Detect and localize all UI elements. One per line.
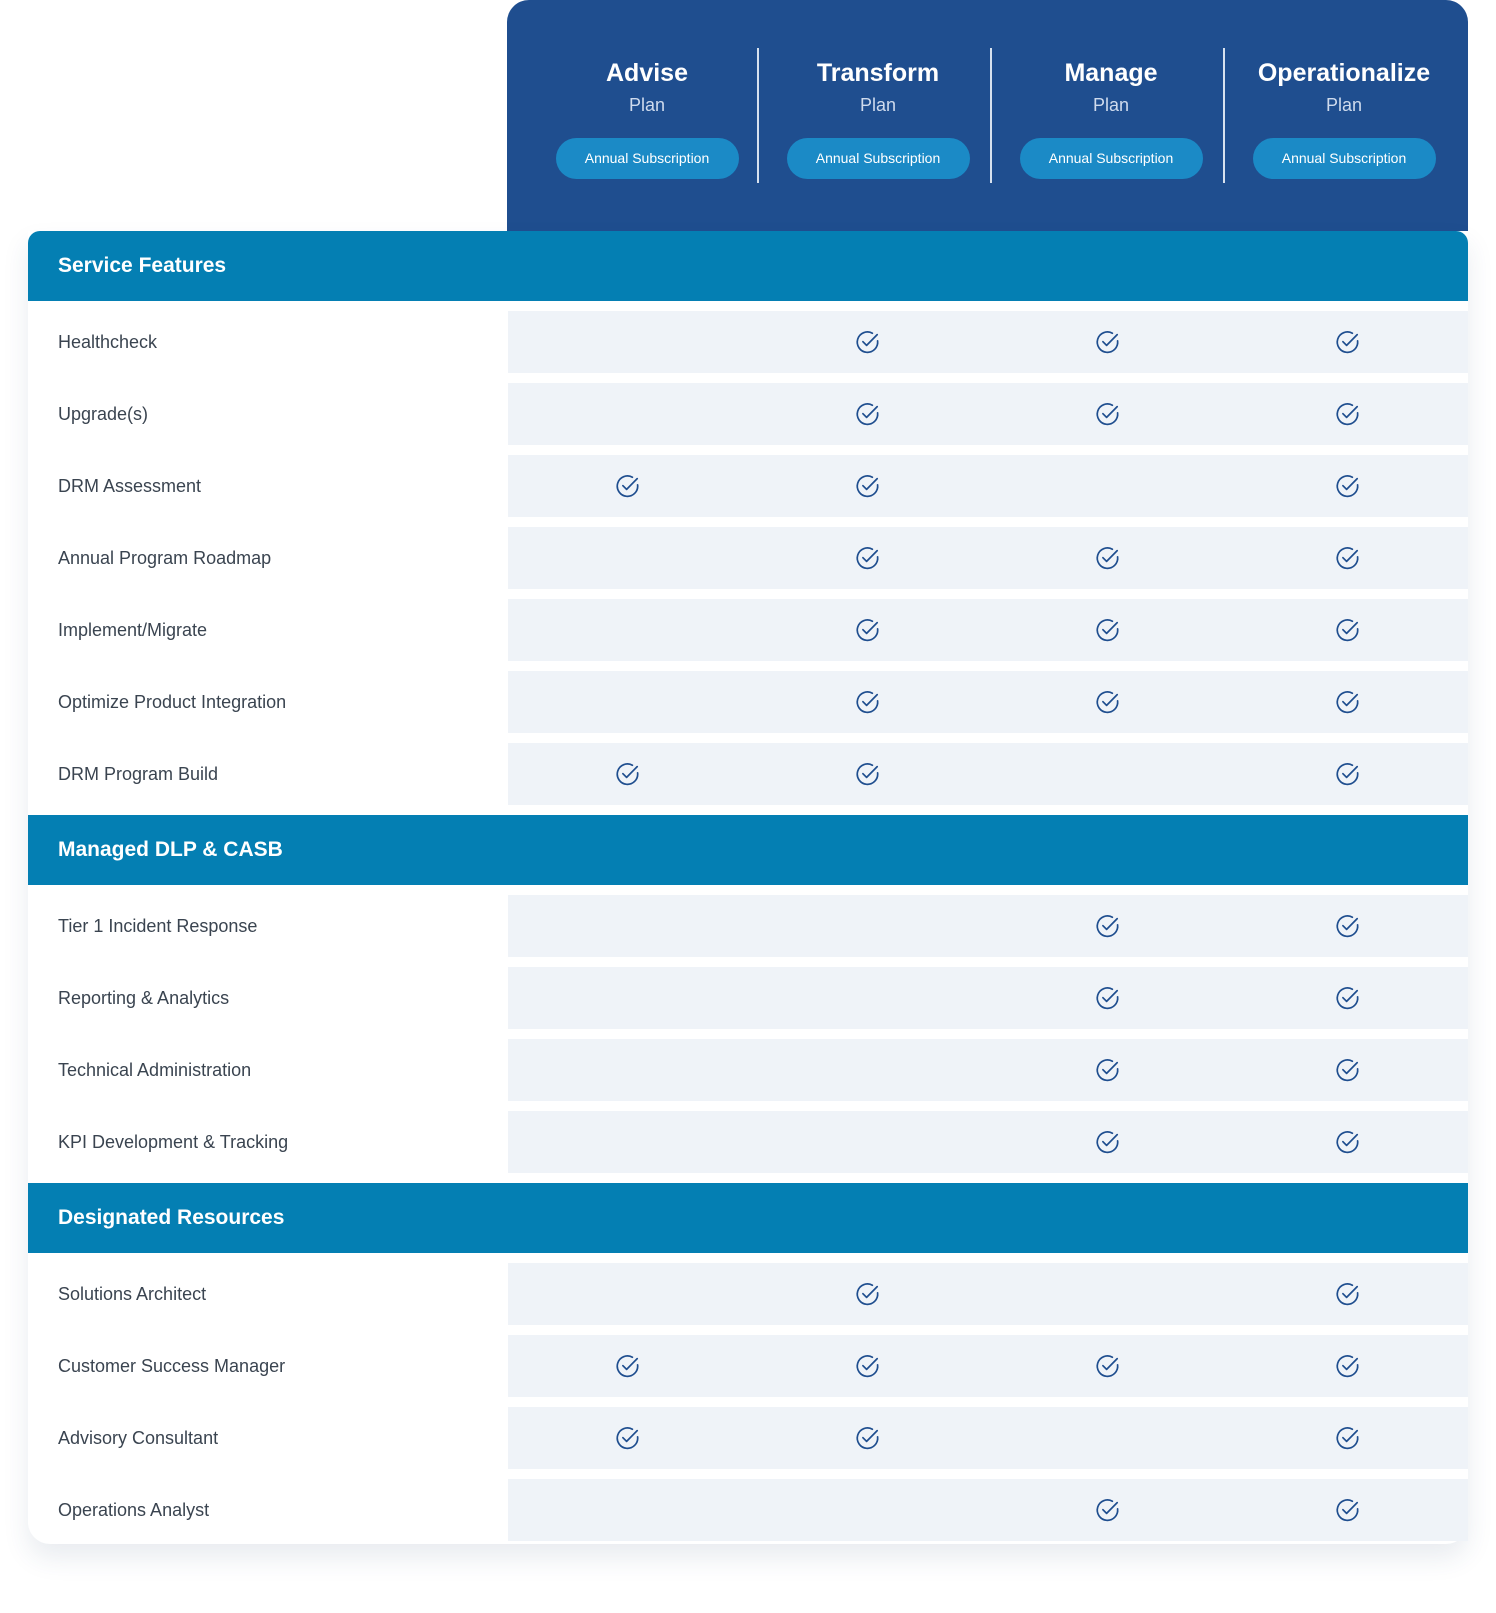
- plan-cell: [508, 1039, 748, 1101]
- check-circle-icon: [855, 473, 881, 499]
- check-circle-icon: [855, 1281, 881, 1307]
- check-circle-icon: [615, 1425, 641, 1451]
- check-circle-icon: [855, 617, 881, 643]
- plan-cells: [508, 895, 1468, 957]
- plan-cells: [508, 383, 1468, 445]
- table-row: [28, 1407, 1468, 1469]
- plan-name: Operationalize: [1257, 59, 1431, 87]
- plan-cells: [508, 967, 1468, 1029]
- plan-cell: [1228, 1039, 1468, 1101]
- check-circle-icon: [1095, 401, 1121, 427]
- plan-cell: [1228, 743, 1468, 805]
- plan-cell: [1228, 1263, 1468, 1325]
- check-circle-icon: [855, 329, 881, 355]
- check-circle-icon: [615, 761, 641, 787]
- check-circle-icon: [615, 473, 641, 499]
- annual-subscription-button[interactable]: Annual Subscription: [1253, 138, 1436, 179]
- plan-cell: [748, 311, 988, 373]
- plan-cells: [508, 671, 1468, 733]
- check-circle-icon: [855, 401, 881, 427]
- plan-cell: [1228, 311, 1468, 373]
- feature-label: Tier 1 Incident Response: [58, 916, 258, 936]
- plan-transform: [757, 48, 997, 183]
- plan-advise: [527, 48, 767, 183]
- plan-cell: [988, 1111, 1228, 1173]
- annual-subscription-button[interactable]: Annual Subscription: [787, 138, 970, 179]
- plan-cell: [748, 1111, 988, 1173]
- plan-cell: [988, 671, 1228, 733]
- plan-cell: [1228, 383, 1468, 445]
- feature-label: Annual Program Roadmap: [58, 548, 272, 568]
- plan-cell: [508, 1407, 748, 1469]
- check-circle-icon: [1335, 473, 1361, 499]
- check-circle-icon: [615, 1353, 641, 1379]
- check-circle-icon: [1095, 329, 1121, 355]
- check-circle-icon: [1095, 985, 1121, 1011]
- plan-cell: [748, 383, 988, 445]
- plan-cell: [1228, 1479, 1468, 1541]
- table-row: [28, 671, 1468, 733]
- check-circle-icon: [1335, 985, 1361, 1011]
- plan-cell: [988, 311, 1228, 373]
- plan-operationalize: [1223, 48, 1463, 183]
- check-circle-icon: [1095, 913, 1121, 939]
- plan-cell: [508, 671, 748, 733]
- feature-label: DRM Program Build: [58, 764, 219, 784]
- plan-subtitle: Plan: [1325, 95, 1363, 115]
- plan-cells: [508, 1111, 1468, 1173]
- plan-cell: [1228, 967, 1468, 1029]
- table-row: [28, 1111, 1468, 1173]
- feature-label: Solutions Architect: [58, 1284, 207, 1304]
- feature-label: KPI Development & Tracking: [58, 1132, 289, 1152]
- plan-cell: [988, 1039, 1228, 1101]
- table-row: [28, 455, 1468, 517]
- plan-cell: [988, 743, 1228, 805]
- plan-cells: [508, 527, 1468, 589]
- table-row: [28, 1335, 1468, 1397]
- check-circle-icon: [1095, 1497, 1121, 1523]
- plan-cell: [508, 1335, 748, 1397]
- plan-cell: [748, 1039, 988, 1101]
- plan-cell: [508, 1263, 748, 1325]
- feature-label: Optimize Product Integration: [58, 692, 287, 712]
- check-circle-icon: [1335, 1425, 1361, 1451]
- plan-subtitle: Plan: [1092, 95, 1130, 115]
- plan-cells: [508, 1263, 1468, 1325]
- plans-header: [507, 0, 1468, 240]
- check-circle-icon: [1095, 1057, 1121, 1083]
- check-circle-icon: [1335, 913, 1361, 939]
- table-row: [28, 1479, 1468, 1541]
- plan-cell: [988, 1407, 1228, 1469]
- plan-cells: [508, 1039, 1468, 1101]
- check-circle-icon: [855, 1425, 881, 1451]
- plan-cells: [508, 311, 1468, 373]
- plan-cell: [988, 599, 1228, 661]
- check-circle-icon: [1335, 1497, 1361, 1523]
- plan-cell: [748, 1335, 988, 1397]
- plan-cell: [508, 1479, 748, 1541]
- plan-cell: [508, 743, 748, 805]
- plan-cells: [508, 743, 1468, 805]
- table-row: [28, 743, 1468, 805]
- feature-label: Reporting & Analytics: [58, 988, 230, 1008]
- plan-name: Transform: [816, 59, 940, 87]
- check-circle-icon: [1335, 1353, 1361, 1379]
- plan-cell: [988, 527, 1228, 589]
- check-circle-icon: [1095, 617, 1121, 643]
- section-header: Managed DLP & CASB: [28, 815, 1468, 885]
- check-circle-icon: [1335, 401, 1361, 427]
- check-circle-icon: [1095, 545, 1121, 571]
- plan-cells: [508, 1407, 1468, 1469]
- check-circle-icon: [855, 545, 881, 571]
- plan-cell: [748, 527, 988, 589]
- plan-cell: [508, 311, 748, 373]
- plan-cell: [988, 1263, 1228, 1325]
- plan-cells: [508, 1335, 1468, 1397]
- plan-cells: [508, 455, 1468, 517]
- check-circle-icon: [1095, 1353, 1121, 1379]
- plan-cell: [988, 455, 1228, 517]
- feature-label: Technical Administration: [58, 1060, 252, 1080]
- plan-cell: [748, 1407, 988, 1469]
- plan-name: Manage: [1064, 59, 1158, 87]
- plan-cell: [988, 1479, 1228, 1541]
- plan-cell: [508, 967, 748, 1029]
- plan-cell: [1228, 895, 1468, 957]
- plan-cell: [1228, 1407, 1468, 1469]
- plan-cell: [508, 383, 748, 445]
- plan-cell: [748, 455, 988, 517]
- table-row: [28, 895, 1468, 957]
- plan-subtitle: Plan: [859, 95, 897, 115]
- check-circle-icon: [855, 761, 881, 787]
- feature-label: Advisory Consultant: [58, 1428, 219, 1448]
- plan-cell: [1228, 527, 1468, 589]
- annual-subscription-button[interactable]: Annual Subscription: [556, 138, 739, 179]
- check-circle-icon: [1335, 1057, 1361, 1083]
- plan-cell: [748, 895, 988, 957]
- check-circle-icon: [1335, 1129, 1361, 1155]
- plan-cell: [508, 527, 748, 589]
- plan-cell: [1228, 1335, 1468, 1397]
- plan-cell: [988, 895, 1228, 957]
- check-circle-icon: [1335, 1281, 1361, 1307]
- check-circle-icon: [855, 689, 881, 715]
- table-row: [28, 311, 1468, 373]
- plan-cell: [748, 743, 988, 805]
- check-circle-icon: [1335, 761, 1361, 787]
- plan-cell: [748, 967, 988, 1029]
- check-circle-icon: [1335, 329, 1361, 355]
- plan-cell: [508, 1111, 748, 1173]
- feature-label: Upgrade(s): [58, 404, 149, 424]
- plan-cell: [988, 1335, 1228, 1397]
- plan-cell: [1228, 455, 1468, 517]
- feature-label: Implement/Migrate: [58, 620, 208, 640]
- check-circle-icon: [855, 1353, 881, 1379]
- check-circle-icon: [1095, 1129, 1121, 1155]
- plan-cell: [1228, 599, 1468, 661]
- feature-comparison-table: [28, 231, 1468, 1544]
- plan-cell: [1228, 671, 1468, 733]
- plan-cell: [988, 383, 1228, 445]
- plan-cell: [748, 1263, 988, 1325]
- check-circle-icon: [1335, 689, 1361, 715]
- table-row: [28, 599, 1468, 661]
- table-row: [28, 1039, 1468, 1101]
- feature-label: DRM Assessment: [58, 476, 202, 496]
- feature-label: Operations Analyst: [58, 1500, 210, 1520]
- plan-manage: [990, 48, 1230, 183]
- plan-cell: [508, 455, 748, 517]
- feature-label: Customer Success Manager: [58, 1356, 286, 1376]
- plan-cells: [508, 599, 1468, 661]
- plan-name: Advise: [606, 59, 688, 87]
- plan-cell: [508, 599, 748, 661]
- plan-cell: [988, 967, 1228, 1029]
- plan-cell: [508, 895, 748, 957]
- plan-cell: [748, 671, 988, 733]
- plan-cell: [748, 599, 988, 661]
- section-header: Designated Resources: [28, 1183, 1468, 1253]
- table-row: [28, 383, 1468, 445]
- feature-label: Healthcheck: [58, 332, 158, 352]
- check-circle-icon: [1335, 617, 1361, 643]
- table-row: [28, 527, 1468, 589]
- table-row: [28, 1263, 1468, 1325]
- plan-subtitle: Plan: [628, 95, 666, 115]
- plan-cell: [748, 1479, 988, 1541]
- table-row: [28, 967, 1468, 1029]
- check-circle-icon: [1335, 545, 1361, 571]
- section-header: Service Features: [28, 231, 1468, 301]
- check-circle-icon: [1095, 689, 1121, 715]
- plan-cells: [508, 1479, 1468, 1541]
- annual-subscription-button[interactable]: Annual Subscription: [1020, 138, 1203, 179]
- plan-cell: [1228, 1111, 1468, 1173]
